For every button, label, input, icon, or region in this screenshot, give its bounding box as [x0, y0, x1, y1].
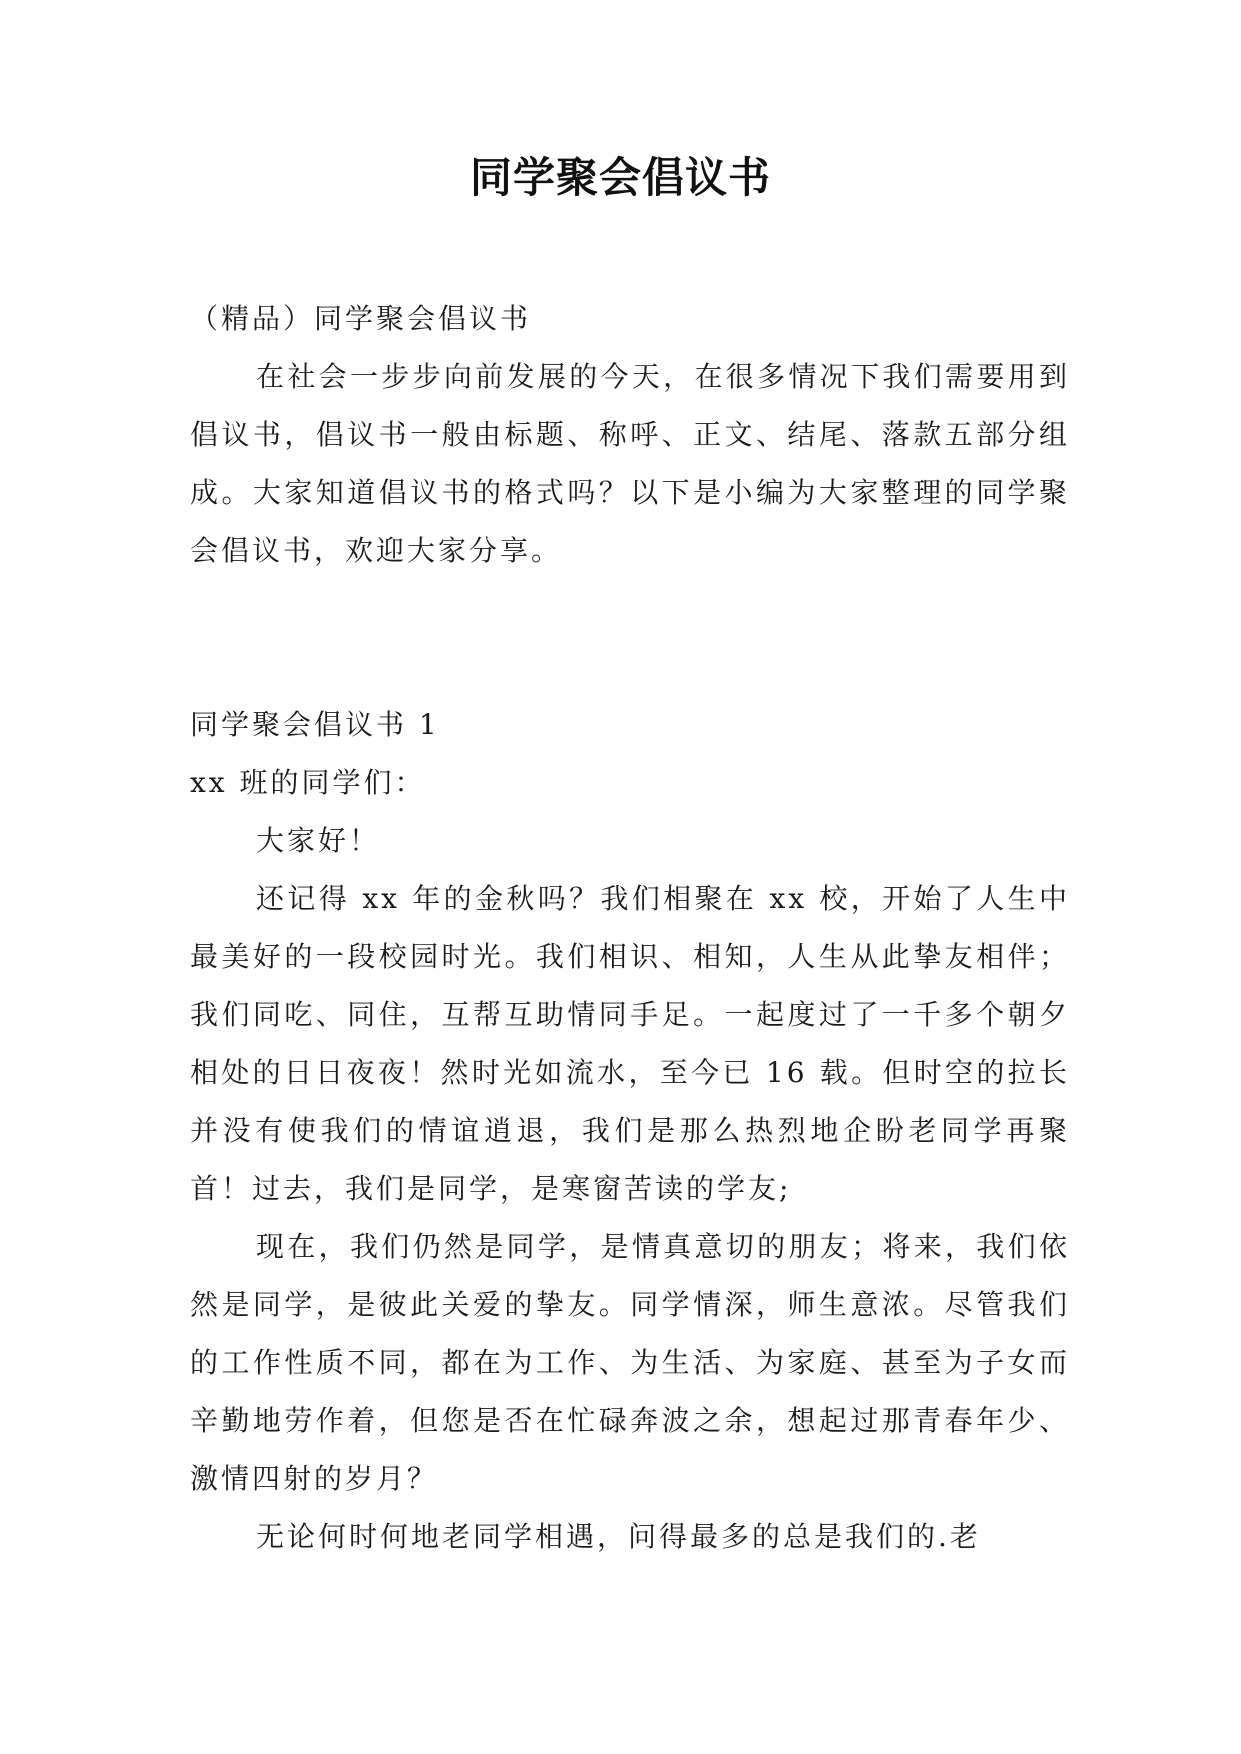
greeting: 大家好！ [256, 824, 381, 857]
intro-paragraph: 在社会一步步向前发展的今天，在很多情况下我们需要用到倡议书，倡议书一般由标题、称呼、正文、结尾、落款五部分组成。大家知道倡议书的格式吗？以下是小编为大家整理的同学聚会倡议书，欢迎大家分享。 [190, 360, 1070, 567]
salutation: xx 班的同学们： [190, 766, 426, 799]
body-paragraph-2: 现在，我们仍然是同学，是情真意切的朋友；将来，我们依然是同学，是彼此关爱的挚友。同学情深，师生意浓。尽管我们的工作性质不同，都在为工作、为生活、为家庭、甚至为子女而辛勤地劳作着，但您是否在忙碌奔波之余，想起过那青春年少、激情四射的岁月？ [190, 1230, 1070, 1495]
body-paragraph-1: 还记得 xx 年的金秋吗？我们相聚在 xx 校，开始了人生中最美好的一段校园时光。我们相识、相知，人生从此挚友相伴；我们同吃、同住，互帮互助情同手足。一起度过了一千多个朝夕相处的日日夜夜！然时光如流水，至今已 16 载。但时空的拉长并没有使我们的情谊逍退，我们是那么热烈地企盼老同学再聚首！过去，我们是同学，是寒窗苦读的学友; [190, 882, 1070, 1205]
section-spacer [190, 580, 1070, 696]
document-title: 同学聚会倡议书 [469, 153, 771, 202]
document-body [190, 290, 1070, 1566]
document-subtitle: （精品）同学聚会倡议书 [190, 302, 532, 335]
section-heading: 同学聚会倡议书 1 [190, 708, 440, 741]
body-paragraph-3: 无论何时何地老同学相遇，问得最多的总是我们的.老 [256, 1520, 981, 1553]
